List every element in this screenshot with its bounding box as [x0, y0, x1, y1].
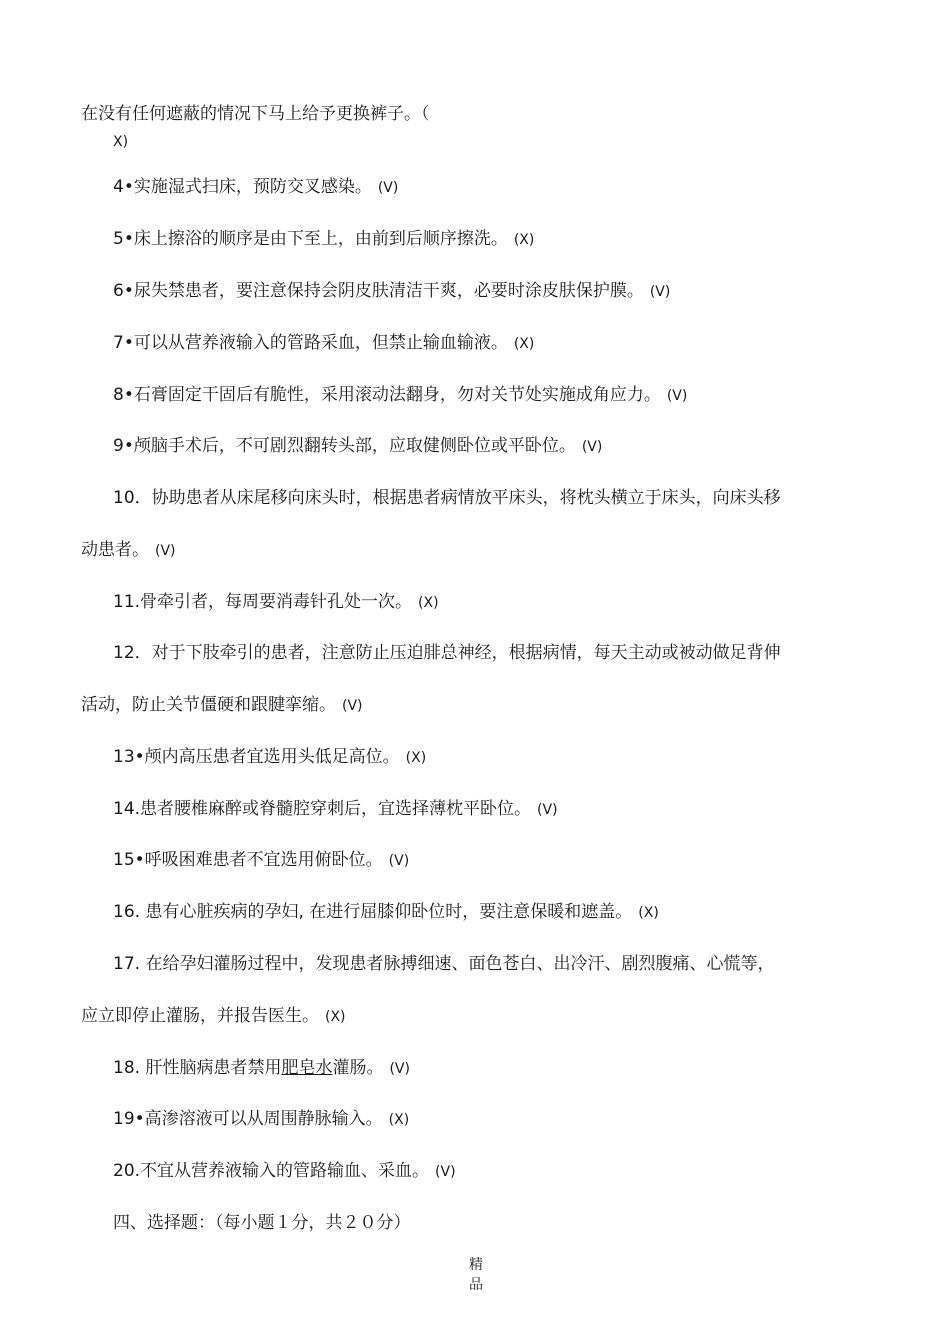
item-answer: (X)	[388, 1112, 410, 1128]
item-12-line-1	[113, 642, 781, 664]
intro-text: 在没有任何遮蔽的情况下马上给予更换裤子。（	[81, 104, 430, 124]
item-number: 19•	[113, 1109, 145, 1129]
item-12-line-2	[81, 694, 363, 717]
list-item	[113, 228, 534, 251]
list-item	[113, 435, 602, 458]
item-text: 动患者。	[81, 540, 149, 560]
item-text: 10．协助患者从床尾移向床头时，根据患者病情放平床头，将枕头横立于床头，向床头移	[113, 488, 781, 508]
item-10-line-1	[113, 487, 781, 509]
list-item	[113, 1160, 456, 1183]
item-text: 17. 在给孕妇灌肠过程中，发现患者脉搏细速、面色苍白、出冷汗、剧烈腹痛、心慌等，	[113, 954, 775, 974]
item-number: 13•	[113, 747, 145, 767]
page-footer	[466, 1255, 486, 1295]
item-answer: (X)	[418, 595, 439, 611]
item-10-line-2	[81, 539, 176, 562]
list-item	[113, 1108, 409, 1131]
item-answer: (X)	[513, 336, 535, 352]
item-text: 颅内高压患者宜选用头低足高位。	[144, 747, 400, 767]
item-text: 骨牵引者，每周要消毒针孔处一次。	[140, 592, 413, 612]
list-item	[113, 798, 558, 821]
item-text: 灌肠。	[332, 1058, 384, 1078]
list-item	[113, 849, 409, 872]
item-answer: (X)	[513, 232, 535, 248]
item-number: 11.	[113, 592, 141, 612]
item-answer: (V)	[342, 698, 363, 714]
item-text: 不宜从营养液输入的管路输血、采血。	[140, 1161, 430, 1181]
item-answer: (V)	[666, 388, 688, 404]
item-answer: (V)	[649, 284, 671, 300]
underlined-term: 肥皂水	[281, 1058, 333, 1078]
item-number: 9•	[113, 436, 134, 456]
list-item	[113, 176, 398, 199]
item-number: 20.	[113, 1161, 141, 1181]
list-item	[113, 1057, 410, 1080]
list-item	[113, 384, 687, 407]
item-answer: (V)	[155, 543, 176, 559]
item-text: 患有心脏疾病的孕妇, 在进行屈膝仰卧位时，要注意保暖和遮盖。	[140, 902, 633, 922]
item-answer: (V)	[537, 802, 558, 818]
item-17-line-1	[113, 953, 774, 975]
list-item	[113, 591, 439, 614]
section-heading-text: 四、选择题：（每小题１分，共２０分）	[113, 1213, 411, 1233]
list-item	[113, 280, 670, 303]
list-item	[113, 746, 426, 769]
item-text: 应立即停止灌肠，并报告医生。	[81, 1006, 319, 1026]
intro-answer: X)	[113, 134, 129, 150]
item-answer: (X)	[638, 905, 659, 921]
item-text: 活动，防止关节僵硬和跟腱挛缩。	[81, 695, 336, 715]
item-text: 床上擦浴的顺序是由下至上，由前到后顺序擦洗。	[133, 229, 508, 249]
item-text: 呼吸困难患者不宜选用俯卧位。	[144, 850, 383, 870]
item-number: 15•	[113, 850, 145, 870]
item-text: 高渗溶液可以从周围静脉输入。	[144, 1109, 383, 1129]
item-answer: (X)	[405, 750, 427, 766]
footer-line-2: 品	[469, 1277, 483, 1293]
item-answer: (V)	[377, 180, 399, 196]
item-text: 12．对于下肢牵引的患者，注意防止压迫腓总神经，根据病情，每天主动或被动做足背伸	[113, 643, 781, 663]
item-text: 肝性脑病患者禁用	[140, 1058, 282, 1078]
item-number: 7•	[113, 333, 134, 353]
list-item	[113, 901, 659, 924]
item-number: 5•	[113, 229, 134, 249]
item-text: 患者腰椎麻醉或脊髓腔穿刺后，宜选择薄枕平卧位。	[140, 799, 532, 819]
item-answer: (V)	[389, 1061, 410, 1077]
intro-line-2	[113, 131, 128, 153]
item-number: 18.	[113, 1058, 141, 1078]
item-text: 可以从营养液输入的管路采血，但禁止输血输液。	[133, 333, 508, 353]
item-number: 4•	[113, 177, 134, 197]
item-text: 实施湿式扫床，预防交叉感染。	[133, 177, 372, 197]
footer-line-1: 精	[469, 1257, 483, 1273]
item-number: 16.	[113, 902, 141, 922]
item-answer: (V)	[435, 1164, 456, 1180]
item-answer: (V)	[581, 439, 603, 455]
item-text: 颅脑手术后，不可剧烈翻转头部，应取健侧卧位或平卧位。	[133, 436, 576, 456]
item-17-line-2	[81, 1005, 346, 1028]
list-item	[113, 332, 534, 355]
item-text: 尿失禁患者，要注意保持会阴皮肤清洁干爽，必要时涂皮肤保护膜。	[133, 281, 644, 301]
section-heading	[113, 1212, 411, 1234]
item-text: 石膏固定干固后有脆性，采用滚动法翻身，勿对关节处实施成角应力。	[133, 385, 661, 405]
item-number: 6•	[113, 281, 134, 301]
item-number: 14.	[113, 799, 141, 819]
intro-line-1	[81, 103, 430, 125]
item-number: 8•	[113, 385, 134, 405]
item-answer: (X)	[325, 1009, 346, 1025]
item-answer: (V)	[388, 853, 410, 869]
